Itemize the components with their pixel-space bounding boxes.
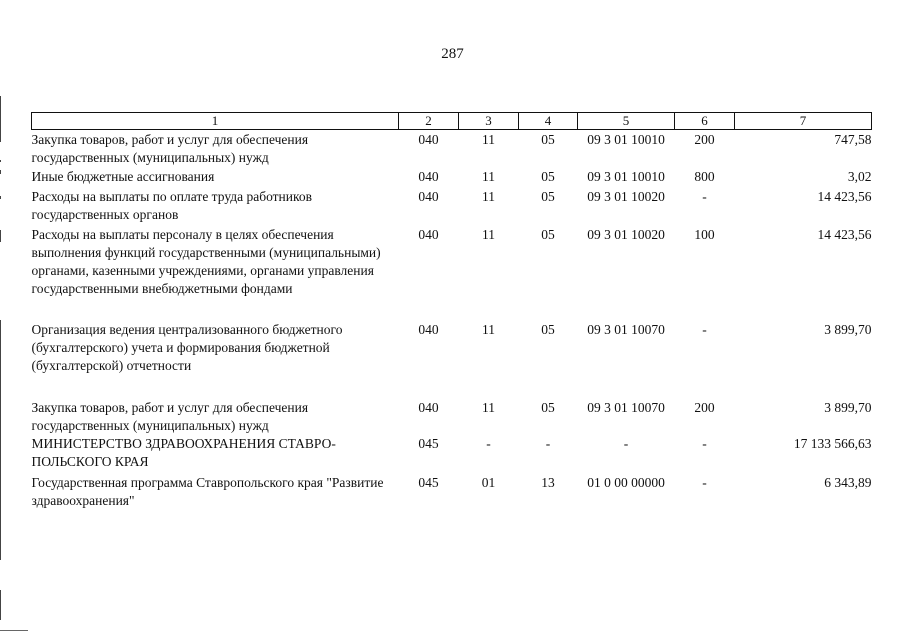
cell-c2: 040 bbox=[418, 400, 439, 415]
cell-c7: 3 899,70 bbox=[824, 400, 872, 415]
cell-c4: 05 bbox=[541, 322, 555, 337]
cell-c3: 11 bbox=[482, 189, 495, 204]
row-name: Закупка товаров, работ и услуг для обеспечения государственных (муниципальных) нужд bbox=[31, 400, 309, 433]
cell-c5: 09 3 01 10070 bbox=[587, 400, 665, 415]
cell-c7: 747,58 bbox=[834, 132, 872, 147]
table-row bbox=[32, 474, 872, 514]
cell-c5: 09 3 01 10020 bbox=[587, 227, 665, 242]
cell-c5: 09 3 01 10010 bbox=[587, 169, 665, 184]
bottom-rule bbox=[0, 630, 28, 631]
cell-c4: 05 bbox=[541, 132, 555, 147]
cell-c6: 100 bbox=[694, 227, 715, 242]
page-number: 287 bbox=[441, 46, 464, 62]
column-header: 5 bbox=[578, 113, 675, 130]
cell-c3: 11 bbox=[482, 322, 495, 337]
cell-c4: 13 bbox=[541, 475, 555, 490]
cell-c3: 11 bbox=[482, 132, 495, 147]
table-row bbox=[32, 226, 872, 321]
row-name: МИНИСТЕРСТВО ЗДРАВООХРАНЕНИЯ СТАВРО-ПОЛЬСКОГО КРАЯ bbox=[31, 436, 336, 469]
column-header: 2 bbox=[399, 113, 459, 130]
cell-c6: 200 bbox=[694, 400, 715, 415]
table-row bbox=[32, 168, 872, 188]
cell-c6: 800 bbox=[694, 169, 715, 184]
cell-c3: 11 bbox=[482, 400, 495, 415]
cell-c4: 05 bbox=[541, 400, 555, 415]
cell-c7: 17 133 566,63 bbox=[793, 436, 872, 451]
cell-c2: 040 bbox=[418, 189, 439, 204]
cell-c4: 05 bbox=[541, 189, 555, 204]
table-row bbox=[32, 321, 872, 399]
column-header: 6 bbox=[675, 113, 735, 130]
scan-edge-marks bbox=[0, 0, 20, 640]
table-row bbox=[32, 130, 872, 169]
cell-c3: 11 bbox=[482, 227, 495, 242]
row-name: Государственная программа Ставропольского края "Развитие здравоохранения" bbox=[31, 475, 384, 508]
row-name: Иные бюджетные ассигнования bbox=[31, 169, 215, 184]
cell-c4: - bbox=[545, 436, 551, 451]
row-name: Расходы на выплаты по оплате труда работников государственных органов bbox=[31, 189, 312, 222]
cell-c3: 11 bbox=[482, 169, 495, 184]
cell-c5: 01 0 00 00000 bbox=[587, 475, 665, 490]
cell-c5: - bbox=[623, 436, 629, 451]
budget-table bbox=[31, 112, 872, 514]
cell-c7: 3 899,70 bbox=[824, 322, 872, 337]
column-header: 4 bbox=[519, 113, 578, 130]
cell-c6: - bbox=[702, 189, 707, 204]
column-header: 1 bbox=[32, 113, 399, 130]
cell-c4: 05 bbox=[541, 227, 555, 242]
row-name: Расходы на выплаты персоналу в целях обеспечения выполнения функций государственными (муниципальными) органами, казенными учреждениями, органами управления государственными внебюджетными фондами bbox=[31, 227, 381, 296]
cell-c7: 3,02 bbox=[847, 169, 872, 184]
cell-c5: 09 3 01 10020 bbox=[587, 189, 665, 204]
table-header-row bbox=[32, 113, 872, 130]
cell-c7: 6 343,89 bbox=[824, 475, 872, 490]
cell-c3: - bbox=[486, 436, 491, 451]
cell-c6: - bbox=[702, 436, 707, 451]
cell-c7: 14 423,56 bbox=[817, 189, 872, 204]
row-name: Организация ведения централизованного бюджетного (бухгалтерского) учета и формирования бюджетной (бухгалтерской) отчетности bbox=[31, 322, 343, 373]
cell-c4: 05 bbox=[541, 169, 555, 184]
cell-c2: 040 bbox=[418, 132, 439, 147]
table-row bbox=[32, 435, 872, 474]
column-header: 7 bbox=[735, 113, 872, 130]
cell-c6: - bbox=[702, 322, 707, 337]
column-header: 3 bbox=[459, 113, 519, 130]
cell-c2: 040 bbox=[418, 227, 439, 242]
cell-c5: 09 3 01 10070 bbox=[587, 322, 665, 337]
row-name: Закупка товаров, работ и услуг для обеспечения государственных (муниципальных) нужд bbox=[31, 132, 309, 165]
cell-c2: 040 bbox=[418, 169, 439, 184]
cell-c2: 045 bbox=[418, 436, 439, 451]
cell-c6: - bbox=[702, 475, 707, 490]
cell-c5: 09 3 01 10010 bbox=[587, 132, 665, 147]
cell-c2: 045 bbox=[418, 475, 439, 490]
table-row bbox=[32, 399, 872, 435]
cell-c6: 200 bbox=[694, 132, 715, 147]
cell-c2: 040 bbox=[418, 322, 439, 337]
cell-c7: 14 423,56 bbox=[817, 227, 872, 242]
table-row bbox=[32, 188, 872, 226]
cell-c3: 01 bbox=[481, 475, 496, 490]
